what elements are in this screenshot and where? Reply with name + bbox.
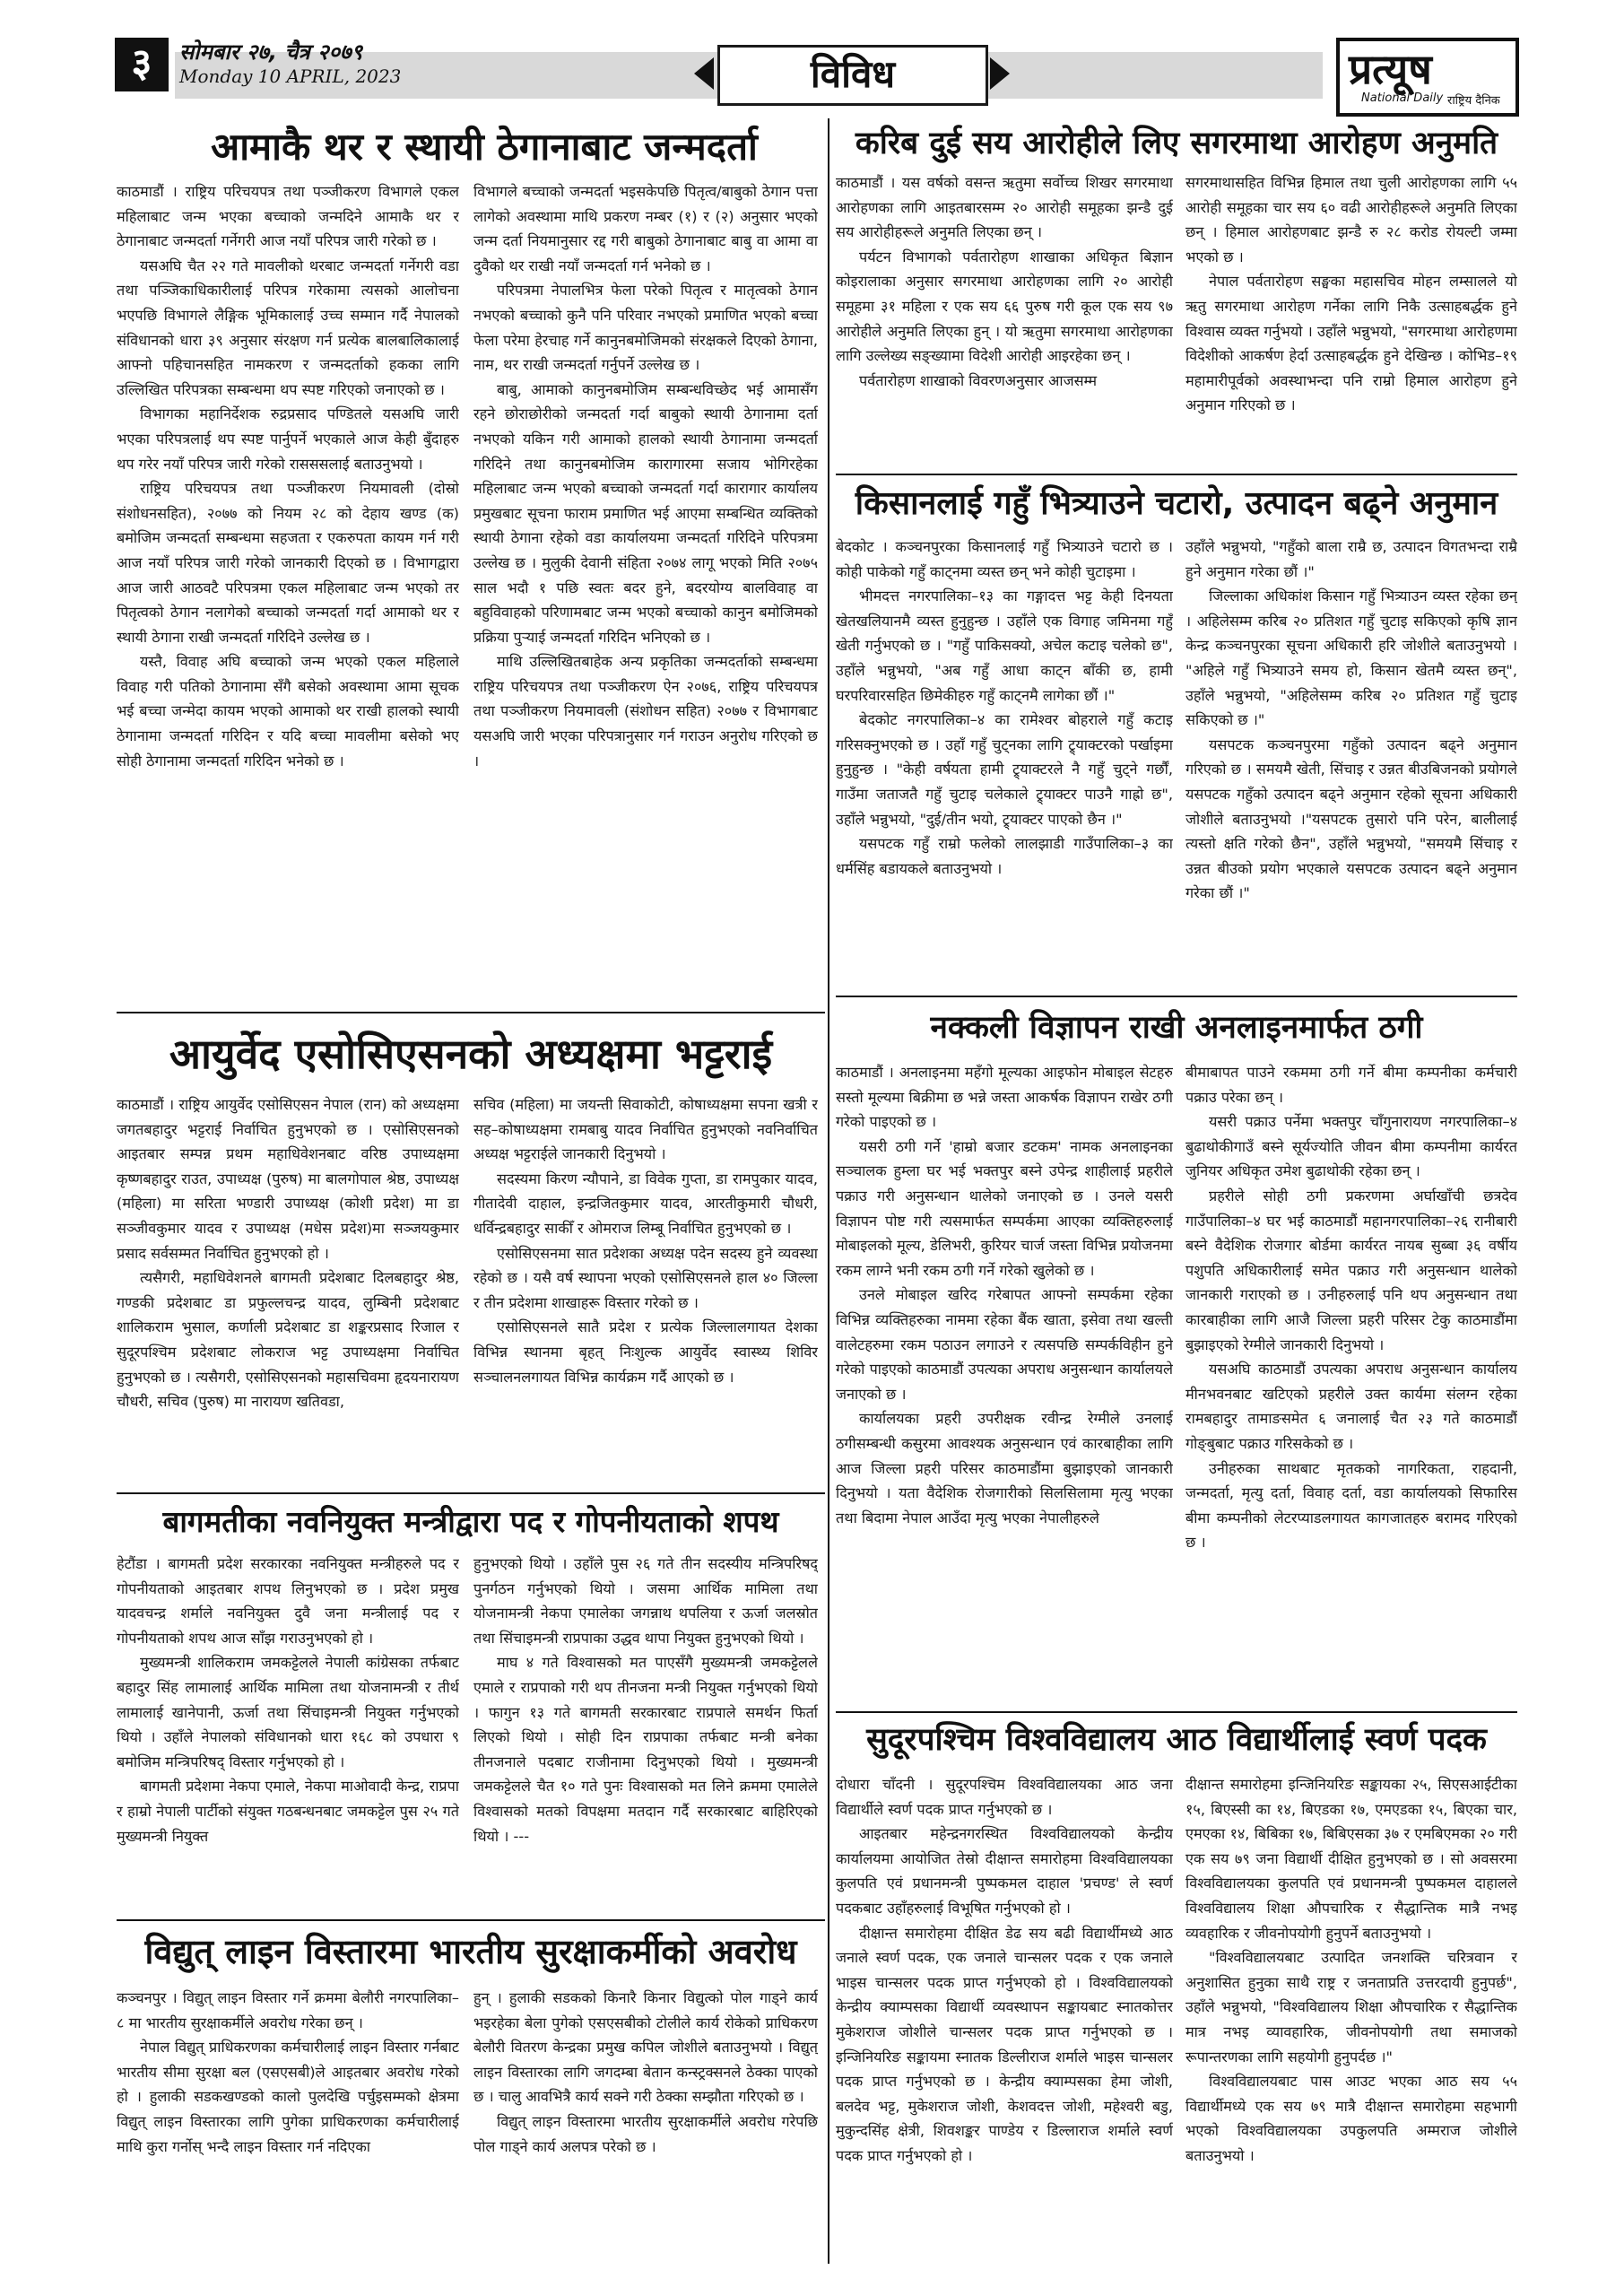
date-english: Monday 10 APRIL, 2023 (179, 65, 402, 87)
article-a2-col1 (836, 170, 1173, 472)
paragraph: विभागले बच्चाको जन्मदर्ता भइसकेपछि पितृत्व/बाबुको ठेगान पत्ता लागेको अवस्थामा माथि प्रकरण नम्बर (१) र (२) अनुसार भएको जन्म दर्ता नियमानुसार रद्द गरी बाबुको ठेगानाबाट बाबु वा आमा वा दुवैको थर राखी नयाँ जन्मदर्ता गर्न भनेको छ । (473, 183, 818, 274)
paragraph: विद्युत् लाइन विस्तारमा भारतीय सुरक्षाकर्मीले अवरोध गरेपछि पोल गाड्ने कार्य अलपत्र परेको छ । (473, 2112, 818, 2155)
article-a4-col1 (117, 1092, 459, 1487)
article-a7-col1 (836, 1772, 1173, 2266)
article-a3-col2 (1185, 535, 1517, 987)
divider (836, 996, 1517, 997)
headline-a5: नक्कली विज्ञापन राखी अनलाइनमार्फत ठगी (930, 1010, 1423, 1046)
headline-a6: बागमतीका नवनियुक्त मन्त्रीद्वारा पद र गोपनीयताको शपथ (162, 1504, 779, 1539)
paragraph: दोधारा चाँदनी । सुदूरपश्चिम विश्वविद्यालयका आठ जना विद्यार्थीले स्वर्ण पदक प्राप्त गर्नुभएको छ । (836, 1776, 1173, 1818)
article-a8-col1 (117, 1986, 459, 2264)
paragraph: बागमती प्रदेशमा नेकपा एमाले, नेकपा माओवादी केन्द्र, राप्रपा र हाम्रो नेपाली पार्टीको संयुक्त गठबन्धनबाट जमकट्टेल पुस २५ गते मुख्यमन्त्री नियुक्त (117, 1778, 459, 1845)
divider (836, 1711, 1517, 1713)
paragraph: पर्यटन विभागको पर्वतारोहण शाखाका अधिकृत बिज्ञान कोइरालाका अनुसार सगरमाथा आरोहणका लागि २० आरोही समूहमा ३१ महिला र एक सय ६६ पुरुष गरी कूल एक सय ९७ आरोहीले अनुमति लिएका हुन् । यो ऋतुमा सगरमाथा आरोहणका लागि उल्लेख्य सङ्ख्यामा विदेशी आरोही आइरहेका छन् । (836, 248, 1173, 365)
paragraph: उनीहरुका साथबाट मृतकको नागरिकता, राहदानी, जन्मदर्ता, मृत्यु दर्ता, विवाह दर्ता, वडा कार्यालयको सिफारिस बीमा कम्पनीको लेटरप्याडलगायत कागजातहरु बरामद गरिएको छ । (1185, 1459, 1517, 1552)
paragraph: यसरी ठगी गर्ने 'हाम्रो बजार डटकम' नामक अनलाइनका सञ्चालक हुम्ला घर भई भक्तपुर बस्ने उपेन्द्र शाहीलाई प्रहरीले पक्राउ गरी अनुसन्धान थालेको जनाएको छ । उनले यसरी विज्ञापन पोष्ट गरी त्यसमार्फत सम्पर्कमा आएका व्यक्तिहरुलाई मोबाइलको मूल्य, डेलिभरी, कुरियर चार्ज जस्ता विभिन्न प्रयोजनमा रकम लाग्ने भनी रकम ठगी गर्ने गरेको खुलेको छ । (836, 1137, 1173, 1279)
paragraph: विभागका महानिर्देशक रुद्रप्रसाद पण्डितले यसअघि जारी भएका परिपत्रलाई थप स्पष्ट पार्नुपर्ने भएकाले आज केही बुँदाहरु थप गरेर नयाँ परिपत्र जारी गरेको रासससलाई बताउनुभयो । (117, 405, 459, 473)
paragraph: यसरी पक्राउ पर्नेमा भक्तपुर चाँगुनारायण नगरपालिका–४ बुढाथोकीगाउँ बस्ने सूर्यज्योति जीवन बीमा कम्पनीमा कार्यरत जुनियर अधिकृत उमेश बुढाथोकी रहेका छन् । (1185, 1113, 1517, 1180)
paragraph: बेदकोट । कञ्चनपुरका किसानलाई गहुँ भित्र्याउने चटारो छ । कोही पाकेको गहुँ काट्नमा व्यस्त छन् भने कोही चुटाइमा । (836, 538, 1173, 580)
paragraph: नेपाल विद्युत् प्राधिकरणका कर्मचारीलाई लाइन विस्तार गर्नबाट भारतीय सीमा सुरक्षा बल (एसएसबी)ले आइतबार अवरोध गरेको हो । हुलाकी सडकखण्डको कालो पुलदेखि पर्चुइसम्मको क्षेत्रमा विद्युत् लाइन विस्तारका लागि पुगेका प्राधिकरणका कर्मचारीलाई माथि कुरा गर्नोस् भन्दै लाइन विस्तार गर्न नदिएका (117, 2039, 459, 2155)
page-number: ३ (115, 38, 169, 91)
masthead-name: प्रत्यूष (1349, 45, 1432, 93)
paragraph: काठमाडौं । यस वर्षको वसन्त ऋतुमा सर्वोच्च शिखर सगरमाथा आरोहणका लागि आइतबारसम्म २० आरोही समूहका झन्डै दुई सय आरोहीहरूले अनुमति लिएका छन् । (836, 174, 1173, 241)
paragraph: परिपत्रमा नेपालभित्र फेला परेको पितृत्व र मातृत्वको ठेगान नभएको बच्चाको कुनै पनि परिवार नभएको प्रमाणित भएको बच्चा फेला परेमा हेरचाह गर्ने कानुनबमोजिमको संरक्षकले दिएको ठेगाना, नाम, थर राखी जन्मदर्ता गर्नुपर्ने उल्लेख छ । (473, 282, 818, 374)
paragraph: काठमाडौं । राष्ट्रिय परिचयपत्र तथा पञ्जीकरण विभागले एकल महिलाबाट जन्म भएका बच्चाको जन्मदिने आमाकै थर र ठेगानाबाट जन्मदर्ता गर्नेगरी आज नयाँ परिपत्र जारी गरेको छ । (117, 183, 459, 250)
paragraph: कार्यालयका प्रहरी उपरीक्षक रवीन्द्र रेग्मीले उनलाई ठगीसम्बन्धी कसुरमा आवश्यक अनुसन्धान एवं कारबाहीका लागि आज जिल्ला प्रहरी परिसर काठमाडौंमा बुझाइएको जानकारी दिनुभयो । यता वैदेशिक रोजगारीको सिलसिलामा मृत्यु भएका तथा बिदामा नेपाल आउँदा मृत्यु भएका नेपालीहरुले (836, 1410, 1173, 1526)
paragraph: प्रहरीले सोही ठगी प्रकरणमा अर्घाखाँची छत्रदेव गाउँपालिका–४ घर भई काठमाडौं महानगरपालिका–२६ रानीबारी बस्ने वैदेशिक रोजगार बोर्डमा कार्यरत नायब सुब्बा ३६ वर्षीय पशुपति अधिकारीलाई समेत पक्राउ गरी अनुसन्धान थालेको जानकारी गराएको छ । उनीहरुलाई पनि थप अनुसन्धान तथा कारबाहीका लागि आजै जिल्ला प्रहरी परिसर टेकु काठमाडौंमा बुझाइएको रेग्मीले जानकारी दिनुभयो । (1185, 1187, 1517, 1353)
article-a5-col2 (1185, 1060, 1517, 1709)
paragraph: पर्वतारोहण शाखाको विवरणअनुसार आजसम्म (859, 371, 1098, 389)
divider (117, 1919, 825, 1921)
masthead-logo (1336, 38, 1519, 117)
paragraph: राष्ट्रिय परिचयपत्र तथा पञ्जीकरण नियमावली (दोस्रो संशोधनसहित), २०७७ को नियम २८ को देहाय खण्ड (क) बमोजिम जन्मदर्ता सम्बन्धमा सहजता र एकरुपता कायम गर्न गरी आज नयाँ परिपत्र जारी गरेको जानकारी दिएको छ । विभागद्वारा आज जारी आठवटै परिपत्रमा एकल महिलाबाट जन्म भएको तर पितृत्वको ठेगान नलागेको बच्चाको जन्मदर्ता गर्दा आमाको थर र स्थायी ठेगाना राखी जन्मदर्ता गरिदिने उल्लेख छ । (117, 480, 459, 646)
dateline (179, 39, 628, 93)
paragraph: बाबु, आमाको कानुनबमोजिम सम्बन्धविच्छेद भई आमासँग रहने छोराछोरीको जन्मदर्ता गर्दा बाबुको स्थायी ठेगानामा दर्ता नभएको यकिन गरी आमाको हालको स्थायी ठेगानामा जन्मदर्ता गरिदिने तथा कानुनबमोजिम कारागारमा सजाय भोगिरहेका महिलाबाट जन्म भएको बच्चाको जन्मदर्ता गर्दा कारागार कार्यालय प्रमुखबाट सूचना फाराम प्रमाणित भई आएमा सम्बन्धित व्यक्तिको स्थायी ठेगाना रहेको वडा कार्यालयमा जन्मदर्ता गरिदिने परिपत्रमा उल्लेख छ । मुलुकी देवानी संहिता २०७४ लागू भएको मिति २०७५ साल भदौ १ पछि स्वतः बदर हुने, बदरयोग्य बालविवाह वा बहुविवाहको परिणामबाट जन्म भएको बच्चाको कानुन बमोजिमको प्रक्रिया पुऱ्याई जन्मदर्ता गरिदिन भनिएको छ । (473, 380, 818, 646)
article-a6-col1 (117, 1552, 459, 1912)
article-a6-col2 (473, 1552, 818, 1912)
article-a8-col2 (473, 1986, 818, 2264)
paragraph: यसपटक गहुँ राम्रो फलेको लालझाडी गाउँपालिका–३ का धर्मसिंह बडायकले बताउनुभयो । (836, 835, 1173, 877)
paragraph: माघ ४ गते विश्वासको मत पाएसँगै मुख्यमन्त्री जमकट्टेलले एमाले र राप्रपाको गरी थप तीनजना मन्त्री नियुक्त गर्नुभएको थियो । फागुन १३ गते बागमती सरकारबाट राप्रपाले समर्थन फिर्ता लिएको थियो । सोही दिन राप्रपाका तर्फबाट मन्त्री बनेका तीनजनाले पदबाट राजीनामा दिनुभएको थियो । मुख्यमन्त्री जमकट्टेलले चैत १० गते पुनः विश्वासको मत लिने क्रममा एमालेले विश्वासको मतको विपक्षमा मतदान गर्दै सरकारबाट बाहिरिएको थियो । --- (473, 1654, 818, 1845)
paragraph: सदस्यमा किरण न्यौपाने, डा विवेक गुप्ता, डा रामपुकार यादव, गीतादेवी दाहाल, इन्द्रजितकुमार यादव, आरतीकुमारी चौधरी, धर्विन्द्रबहादुर साकीँ र ओमराज लिम्बू निर्वाचित हुनुभएको छ । (473, 1170, 818, 1237)
paragraph: यसअघि काठमाडौं उपत्यका अपराध अनुसन्धान कार्यालय मीनभवनबाट खटिएको प्रहरीले उक्त कार्यमा संलग्न रहेका रामबहादुर तामाङसमेत ६ जनालाई चैत २३ गते काठमाडौं गोङ्बुबाट पक्राउ गरिसकेको छ । (1185, 1361, 1517, 1452)
article-a2-col2 (1185, 170, 1517, 472)
date-nepali: सोमबार २७, चैत्र २०७९ (179, 39, 363, 65)
article-a4-col2 (473, 1092, 818, 1487)
paragraph: हुनुभएको थियो । उहाँले पुस २६ गते तीन सदस्यीय मन्त्रिपरिषद् पुनर्गठन गर्नुभएको थियो । जसमा आर्थिक मामिला तथा योजनामन्त्री नेकपा एमालेका जगन्नाथ थपलिया र ऊर्जा जलस्रोत तथा सिंचाइमन्त्री राप्रपाका उद्धव थापा नियुक्त हुनुभएको थियो । (473, 1555, 818, 1647)
paragraph: कञ्चनपुर । विद्युत् लाइन विस्तार गर्ने क्रममा बेलौरी नगरपालिका–८ मा भारतीय सुरक्षाकर्मीले अवरोध गरेका छन् । (117, 1989, 459, 2031)
right-arrow-icon (990, 57, 1010, 90)
article-a7-col2 (1185, 1772, 1517, 2266)
paragraph: हेटौंडा । बागमती प्रदेश सरकारका नवनियुक्त मन्त्रीहरुले पद र गोपनीयताको आइतबार शपथ लिनुभएको छ । प्रदेश प्रमुख यादवचन्द्र शर्माले नवनियुक्त दुवै जना मन्त्रीलाई पद र गोपनीयताको शपथ आज साँझ गराउनुभएको हो । (117, 1555, 459, 1647)
left-arrow-icon (694, 57, 714, 90)
masthead-sub-en: National Daily (1361, 91, 1444, 105)
paragraph: यसपटक कञ्चनपुरमा गहुँको उत्पादन बढ्ने अनुमान गरिएको छ । समयमै खेती, सिंचाइ र उन्नत बीउबिजनको प्रयोगले यसपटक गहुँको उत्पादन बढ्ने अनुमान रहेको सूचना अधिकारी जोशीले बताउनुभयो ।"यसपटक तुसारो पनि परेन, बालीलाई त्यस्तो क्षति गरेको छैन", उहाँले भन्नुभयो, "समयमै सिंचाइ र उन्नत बीउको प्रयोग भएकाले यसपटक उत्पादन बढ्ने अनुमान गरेका छौं ।" (1185, 735, 1517, 902)
paragraph: बीमाबापत पाउने रकममा ठगी गर्ने बीमा कम्पनीका कर्मचारी पक्राउ परेका छन् । (1185, 1064, 1517, 1106)
paragraph: आइतबार महेन्द्रनगरस्थित विश्वविद्यालयको केन्द्रीय कार्यालयमा आयोजित तेस्रो दीक्षान्त समारोहमा विश्वविद्यालयका कुलपति एवं प्रधानमन्त्री पुष्पकमल दाहाल 'प्रचण्ड' ले स्वर्ण पदकबाट उहाँहरुलाई विभूषित गर्नुभएको हो । (836, 1825, 1173, 1917)
headline-a7: सुदूरपश्चिम विश्वविद्यालय आठ विद्यार्थीलाई स्वर्ण पदक (866, 1722, 1487, 1758)
divider (117, 1012, 825, 1013)
paragraph: सचिव (महिला) मा जयन्ती सिवाकोटी, कोषाध्यक्षमा सपना खत्री र सह–कोषाध्यक्षमा रामबाबु यादव निर्वाचित हुनुभएको नवनिर्वाचित अध्यक्ष भट्टराईले जानकारी दिनुभयो । (473, 1096, 818, 1163)
paragraph: एसोसिएसनमा सात प्रदेशका अध्यक्ष पदेन सदस्य हुने व्यवस्था रहेको छ । यसै वर्ष स्थापना भएको एसोसिएसनले हाल ४० जिल्ला र तीन प्रदेशमा शाखाहरू विस्तार गरेको छ । (473, 1244, 818, 1311)
paragraph: यसअघि चैत २२ गते मावलीको थरबाट जन्मदर्ता गर्नेगरी वडा तथा पञ्जिकाधिकारीलाई परिपत्र गरेकामा त्यसको आलोचना भएपछि विभागले लैङ्गिक भूमिकालाई उच्च सम्मान गर्दै नेपालको संविधानको धारा ३९ अनुसार संरक्षण गर्न प्रत्येक बालबालिकालाई आफ्नो पहिचानसहित नामकरण र जन्मदर्ताको हकका लागि उल्लिखित परिपत्रका सम्बन्धमा थप स्पष्ट गरिएको जनाएको छ । (117, 257, 459, 398)
paragraph: त्यसैगरी, महाधिवेशनले बागमती प्रदेशबाट दिलबहादुर श्रेष्ठ, गण्डकी प्रदेशबाट डा प्रफुल्लचन्द्र यादव, लुम्बिनी प्रदेशबाट शालिकराम भुसाल, कर्णाली प्रदेशबाट डा शङ्करप्रसाद रिजाल र सुदूरपश्चिम प्रदेशबाट लोकराज भट्ट उपाध्यक्षमा निर्वाचित हुनुभएको छ । त्यसैगरी, एसोसिएसनको महासचिवमा हृदयनारायण चौधरी, सचिव (पुरुष) मा नारायण खतिवडा, (117, 1269, 459, 1411)
headline-a8: विद्युत् लाइन विस्तारमा भारतीय सुरक्षाकर्मीको अवरोध (144, 1932, 797, 1971)
paragraph: मुख्यमन्त्री शालिकराम जमकट्टेलले नेपाली कांग्रेसका तर्फबाट बहादुर सिंह लामालाई आर्थिक मामिला तथा योजनामन्त्री र तीर्थ लामालाई खानेपानी, ऊर्जा तथा सिंचाइमन्त्री नियुक्त गर्नुभएको थियो । उहाँले नेपालको संविधानको धारा १६८ को उपधारा ९ बमोजिम मन्त्रिपरिषद् विस्तार गर्नुभएको हो । (117, 1654, 459, 1770)
headline-a4: आयुर्वेद एसोसिएसनको अध्यक्षमा भट्टराई (169, 1030, 773, 1078)
paragraph: दीक्षान्त समारोहमा इन्जिनियरिङ सङ्कायका २५, सिएसआईटीका १५, बिएस्सी का १४, बिएडका १७, एमएडका १५, बिएका चार, एमएका १४, बिबिका १७, बिबिएसका ३७ र एमबिएमका २० गरी एक सय ७९ जना विद्यार्थी दीक्षित हुनुभएको छ । सो अवसरमा विश्वविद्यालयका कुलपति एवं प्रधानमन्त्री पुष्पकमल दाहालले विश्वविद्यालय शिक्षा औपचारिक र सैद्धान्तिक मात्रै नभइ व्यवहारिक र जीवनोपयोगी हुनुपर्ने बताउनुभयो । (1185, 1776, 1517, 1942)
divider (117, 1492, 825, 1494)
headline-a3: किसानलाई गहुँ भित्र्याउने चटारो, उत्पादन बढ्ने अनुमान (855, 485, 1498, 522)
column-divider (828, 118, 829, 2264)
paragraph: एसोसिएसनले सातै प्रदेश र प्रत्येक जिल्लालगायत देशका विभिन्न स्थानमा बृहत् निःशुल्क आयुर्वेद स्वास्थ्य शिविर सञ्चालनलगायत विभिन्न कार्यक्रम गर्दै आएको छ । (473, 1318, 818, 1386)
paragraph: काठमाडौं । अनलाइनमा महँगो मूल्यका आइफोन मोबाइल सेटहरु सस्तो मूल्यमा बिक्रीमा छ भन्ने जस्ता आकर्षक विज्ञापन राखेर ठगी गरेको पाइएको छ । (836, 1064, 1173, 1131)
divider (836, 474, 1517, 475)
paragraph: दीक्षान्त समारोहमा दीक्षित डेढ सय बढी विद्यार्थीमध्ये आठ जनाले स्वर्ण पदक, एक जनाले चान्सलर पदक र एक जनाले भाइस चान्सलर पदक प्राप्त गर्नुभएको हो । विश्वविद्यालयको केन्द्रीय क्याम्पसका विद्यार्थी व्यवस्थापन सङ्कायबाट स्नातकोत्तर मुकेशराज जोशीले चान्सलर पदक प्राप्त गर्नुभएको छ । इन्जिनियरिङ सङ्कायमा स्नातक डिल्लीराज शर्माले भाइस चान्सलर पदक प्राप्त गर्नुभएको छ । केन्द्रीय क्याम्पसका हेमा जोशी, बलदेव भट्ट, मुकेशराज जोशी, केशवदत्त जोशी, महेश्वरी बडु, मुकुन्दसिंह क्षेत्री, शिवशङ्कर पाण्डेय र डिल्लाराज शर्माले स्वर्ण पदक प्राप्त गर्नुभएको हो । (836, 1924, 1173, 2164)
paragraph: विश्वविद्यालयबाट पास आउट भएका आठ सय ५५ विद्यार्थीमध्ये एक सय ७९ मात्रै दीक्षान्त समारोहमा सहभागी भएको विश्वविद्यालयका उपकुलपति अम्मराज जोशीले बताउनुभयो । (1185, 2073, 1517, 2164)
paragraph: माथि उल्लिखितबाहेक अन्य प्रकृतिका जन्मदर्ताको सम्बन्धमा राष्ट्रिय परिचयपत्र तथा पञ्जीकरण ऐन २०७६, राष्ट्रिय परिचयपत्र तथा पञ्जीकरण नियमावली (संशोधन सहित) २०७७ र विभागबाट यसअघि जारी भएका परिपत्रानुसार गर्न गराउन अनुरोध गरिएको छ । (473, 653, 818, 770)
paragraph: काठमाडौं । राष्ट्रिय आयुर्वेद एसोसिएसन नेपाल (रान) को अध्यक्षमा जगतबहादुर भट्टराई निर्वाचित हुनुभएको छ । एसोसिएसनको आइतबार सम्पन्न प्रथम महाधिवेशनबाट वरिष्ठ उपाध्यक्षमा कृष्णबहादुर राउत, उपाध्यक्ष (पुरुष) मा बालगोपाल श्रेष्ठ, उपाध्यक्ष (महिला) मा सरिता भण्डारी उपाध्यक्ष (कोशी प्रदेश) मा डा सञ्जीवकुमार यादव र उपाध्यक्ष (मधेस प्रदेश)मा सञ्जयकुमार प्रसाद सर्वसम्मत निर्वाचित हुनुभएको हो । (117, 1096, 459, 1262)
paragraph: नेपाल पर्वतारोहण सङ्घका महासचिव मोहन लम्सालले यो ऋतु सगरमाथा आरोहण गर्नेका लागि निकै उत्साहबर्द्धक हुने विश्वास व्यक्त गर्नुभयो । उहाँले भन्नुभयो, "सगरमाथा आरोहणमा विदेशीको आकर्षण हेर्दा उत्साहबर्द्धक हुने देखिन्छ । कोभिड–१९ महामारीपूर्वको अवस्थाभन्दा पनि राम्रो हिमाल आरोहण हुने अनुमान गरिएको छ । (1185, 273, 1517, 414)
paragraph: उहाँले भन्नुभयो, "गहुँको बाला राम्रै छ, उत्पादन विगतभन्दा राम्रै हुने अनुमान गरेका छौं ।" (1185, 538, 1517, 580)
headline-a2: करिब दुई सय आरोहीले लिए सगरमाथा आरोहण अनुमति (855, 126, 1498, 161)
article-a1-col1 (117, 179, 459, 1004)
paragraph: भीमदत्त नगरपालिका–१३ का गङ्गादत्त भट्ट केही दिनयता खेतखलियानमै व्यस्त हुनुहुन्छ । उहाँले एक विगाह जमिनमा गहुँ खेती गर्नुभएको छ । "गहुँ पाकिसक्यो, अचेल कटाइ चलेको छ", उहाँले भन्नुभयो, "अब गहुँ आधा काट्न बाँकी छ, हामी घरपरिवारसहित छिमेकीहरु गहुँ काट्नमै लागेका छौं ।" (836, 587, 1173, 704)
article-a3-col1 (836, 535, 1173, 987)
article-a5-col1 (836, 1060, 1173, 1709)
headline-a1: आमाकै थर र स्थायी ठेगानाबाट जन्मदर्ता (211, 125, 758, 169)
paragraph: जिल्लाका अधिकांश किसान गहुँ भित्र्याउन व्यस्त रहेका छन् । अहिलेसम्म करिब २० प्रतिशत गहुँ चुटाइ सकिएको कृषि ज्ञान केन्द्र कञ्चनपुरका सूचना अधिकारी हरि जोशीले बताउनुभयो । "अहिले गहुँ भित्र्याउने समय हो, किसान खेतमै व्यस्त छन्", उहाँले भन्नुभयो, "अहिलेसम्म करिब २० प्रतिशत गहुँ चुटाइ सकिएको छ ।" (1185, 587, 1517, 729)
paragraph: "विश्वविद्यालयबाट उत्पादित जनशक्ति चरित्रवान र अनुशासित हुनुका साथै राष्ट्र र जनताप्रति उत्तरदायी हुनुपर्छ", उहाँले भन्नुभयो, "विश्वविद्यालय शिक्षा औपचारिक र सैद्धान्तिक मात्र नभइ व्यावहारिक, जीवनोपयोगी तथा समाजको रूपान्तरणका लागि सहयोगी हुनुपर्दछ ।" (1185, 1949, 1517, 2066)
article-a1-col2 (473, 179, 818, 1004)
paragraph: हुन् । हुलाकी सडकको किनारै किनार विद्युत्को पोल गाड्ने कार्य भइरहेका बेला पुगेको एसएसबीको टोलीले कार्य रोकेको प्राधिकरण बेलौरी वितरण केन्द्रका प्रमुख कपिल जोशीले बताउनुभयो । विद्युत् लाइन विस्तारका लागि जगदम्बा बेतान कन्स्ट्रक्सनले ठेक्का पाएको छ । चालु आवभित्रै कार्य सक्ने गरी ठेक्का सम्झौता गरिएको छ । (473, 1989, 818, 2106)
section-title: विविध (717, 45, 988, 106)
masthead-sub-np: राष्ट्रिय दैनिक (1447, 94, 1500, 108)
paragraph: उनले मोबाइल खरिद गरेबापत आफ्नो सम्पर्कमा रहेका विभिन्न व्यक्तिहरुका नाममा रहेका बैंक खाता, इसेवा तथा खल्ती वालेटहरुमा रकम पठाउन लगाउने र त्यसपछि सम्पर्कविहीन हुने गरेको पाइएको काठमाडौं उपत्यका अपराध अनुसन्धान कार्यालयले जनाएको छ । (836, 1286, 1173, 1403)
paragraph: बेदकोट नगरपालिका–४ का रामेश्वर बोहराले गहुँ कटाइ गरिसक्नुभएको छ । उहाँ गहुँ चुट्नका लागि ट्र्याक्टरको पर्खाइमा हुनुहुन्छ । "केही वर्षयता हामी ट्र्याक्टरले नै गहुँ चुट्ने गर्छौं, गाउँमा जताजतै गहुँ चुटाइ चलेकाले ट्र्याक्टर पाउनै गाह्रो छ", उहाँले भन्नुभयो, "दुई/तीन भयो, ट्र्याक्टर पाएको छैन ।" (836, 711, 1173, 828)
paragraph: सगरमाथासहित विभिन्न हिमाल तथा चुली आरोहणका लागि ५५ आरोही समूहका चार सय ६० वढी आरोहीहरूले अनुमति लिएका छन् । हिमाल आरोहणबाट झन्डै रु २८ करोड रोयल्टी जम्मा भएको छ । (1185, 174, 1517, 265)
paragraph: यस्तै, विवाह अघि बच्चाको जन्म भएको एकल महिलाले विवाह गरी पतिको ठेगानामा सँगै बसेको अवस्थामा आमा सूचक भई बच्चा जन्मेदा कायम भएको आमाको थर राखी हालको स्थायी ठेगानामा जन्मदर्ता गरिदिन र यदि बच्चा मावलीमा बसेको भए सोही ठेगानामा जन्मदर्ता गरिदिन भनेको छ । (117, 653, 459, 770)
